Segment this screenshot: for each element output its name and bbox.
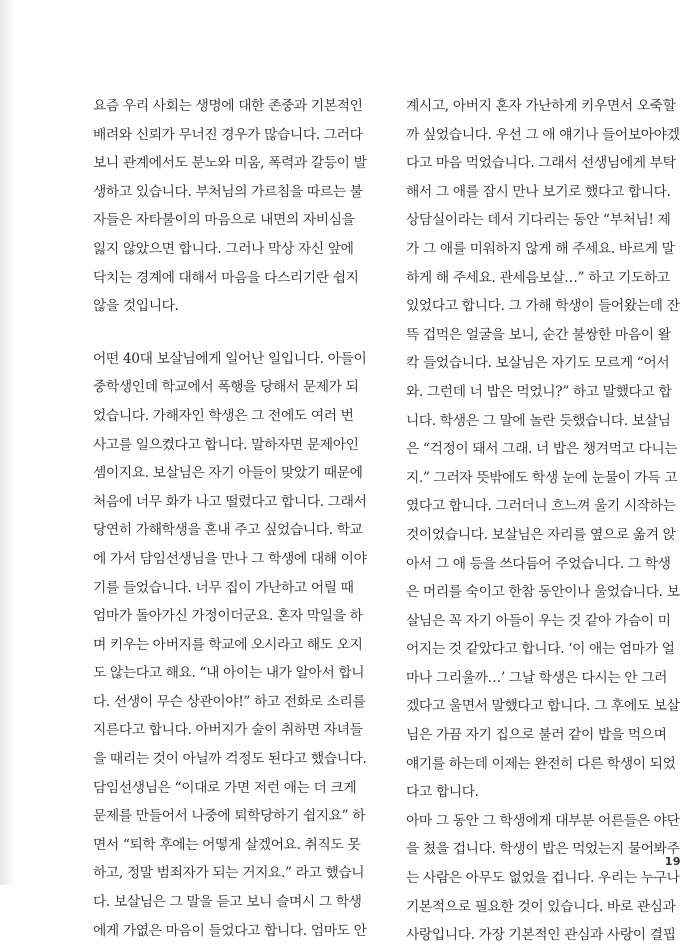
text-line: 해서 그 애를 잠시 만나 보기로 했다고 합니다. — [406, 183, 671, 200]
text-line: 어지는 것 같았다고 합니다. ‘이 애는 엄마가 얼 — [406, 641, 675, 658]
text-line: 도 않는다고 해요. “내 아이는 내가 알아서 합니 — [93, 665, 365, 682]
text-line: 을 쳤을 겁니다. 학생이 밥은 먹었는지 물어봐주 — [406, 841, 680, 858]
text-line: 살님은 꼭 자기 아들이 우는 것 같아 가슴이 미 — [406, 612, 671, 629]
text-line: 사고를 일으켰다고 합니다. 말하자면 문제아인 — [93, 436, 359, 453]
text-line: 와. 그런데 너 밥은 먹었니?” 하고 말했다고 합 — [406, 383, 672, 400]
text-line: 에게 가엾은 마음이 들었다고 합니다. 엄마도 안 — [93, 922, 367, 939]
text-line: 하게 해 주세요. 관세음보살…” 하고 기도하고 — [406, 269, 670, 286]
text-line: 얘기를 하는데 이제는 완전히 다른 학생이 되었 — [406, 755, 676, 772]
text-line: 담임선생님은 “이대로 가면 저런 애는 더 크게 — [93, 779, 357, 796]
text-line: 보니 관계에서도 분노와 미움, 폭력과 갈등이 발 — [93, 155, 367, 172]
text-line: 셈이지요. 보살님은 자기 아들이 맞았기 때문에 — [93, 465, 363, 482]
text-line: 생하고 있습니다. 부처님의 가르침을 따르는 불 — [93, 183, 363, 200]
left-paragraph-2 — [93, 345, 369, 945]
text-line: 닥치는 경계에 대해서 마음을 다스리기란 쉽지 — [93, 269, 359, 286]
text-line: 계시고, 아버지 혼자 가난하게 키우면서 오죽할 — [406, 98, 676, 114]
text-line: 않을 것입니다. — [93, 298, 179, 315]
text-line: 하고, 정말 범죄자가 되는 거지요.” 라고 했습니 — [93, 865, 365, 882]
text-line: 는 사람은 아무도 없었을 겁니다. 우리는 누구나 — [406, 870, 680, 887]
text-line: 은 머리를 숙이고 한참 동안이나 울었습니다. 보 — [406, 584, 680, 601]
text-line: 아마 그 동안 그 학생에게 대부분 어른들은 야단 — [406, 812, 680, 829]
text-line: 문제를 만들어서 나중에 퇴학당하기 쉽지요” 하 — [93, 808, 366, 825]
paragraph-gap — [93, 321, 369, 345]
left-paragraph-1 — [93, 92, 369, 321]
text-line: 면서 “퇴학 후에는 어떻게 살겠어요. 취직도 못 — [93, 836, 361, 853]
text-line: 였다고 합니다. 그러더니 흐느껴 울기 시작하는 — [406, 498, 676, 515]
text-line: 지른다고 합니다. 아버지가 술이 취하면 자녀들 — [93, 722, 363, 739]
text-line: 자들은 자타불이의 마음으로 내면의 자비심을 — [93, 212, 355, 229]
text-line: 엄마가 돌아가신 가정이더군요. 혼자 막일을 하 — [93, 608, 363, 625]
text-line: 기를 들었습니다. 너무 집이 가난하고 어릴 때 — [93, 579, 354, 596]
text-line: 며 키우는 아버지를 학교에 오시라고 해도 오지 — [93, 636, 363, 653]
text-line: 것이었습니다. 보살님은 자리를 옆으로 옮겨 앉 — [406, 526, 676, 543]
right-paragraph-1 — [406, 92, 684, 807]
text-line: 다고 마음 먹었습니다. 그래서 선생님에게 부탁 — [406, 155, 676, 172]
text-line: 님은 가끔 자기 집으로 불러 같이 밥을 먹으며 — [406, 727, 667, 744]
text-line: 니다. 학생은 그 말에 놀란 듯했습니다. 보살님 — [406, 412, 671, 429]
text-line: 요즘 우리 사회는 생명에 대한 존중과 기본적인 — [93, 98, 363, 114]
text-line: 었습니다. 가해자인 학생은 그 전에도 여러 번 — [93, 407, 354, 424]
text-line: 가 그 애를 미워하지 않게 해 주세요. 바르게 말 — [406, 240, 675, 257]
text-line: 은 “걱정이 돼서 그래. 너 밥은 챙겨먹고 다니는 — [406, 441, 678, 458]
text-line: 에 가서 담임선생님을 만나 그 학생에 대해 이야 — [93, 550, 367, 567]
page-binding-edge — [0, 0, 16, 885]
right-column — [406, 92, 684, 950]
text-line: 사랑입니다. 가장 기본적인 관심과 사랑이 결핍 — [406, 927, 676, 944]
text-line: 까 싶었습니다. 우선 그 애 얘기나 들어보아야겠 — [406, 126, 680, 143]
text-line: 다. 보살님은 그 말을 듣고 보니 슬며시 그 학생 — [93, 894, 362, 911]
text-line: 어떤 40대 보살님에게 일어난 일입니다. 아들이 — [93, 350, 367, 367]
text-line: 지.” 그러자 뜻밖에도 학생 눈에 눈물이 가득 고 — [406, 469, 678, 486]
text-line: 아서 그 애 등을 쓰다듬어 주었습니다. 그 학생 — [406, 555, 671, 572]
text-line: 기본적으로 필요한 것이 있습니다. 바로 관심과 — [406, 898, 676, 915]
text-line: 뜩 겁먹은 얼굴을 보니, 순간 불쌍한 마음이 왈 — [406, 326, 671, 343]
page-number: 19 — [664, 855, 681, 868]
text-line: 당연히 가해학생을 혼내 주고 싶었습니다. 학교 — [93, 522, 363, 539]
text-line: 을 때리는 것이 아닐까 걱정도 된다고 했습니다. — [93, 751, 367, 768]
text-line: 중학생인데 학교에서 폭행을 당해서 문제가 되 — [93, 379, 359, 396]
right-paragraph-2 — [406, 807, 684, 950]
text-line: 다. 선생이 무슨 상관이야!” 하고 전화로 소리를 — [93, 693, 366, 710]
text-line: 다고 합니다. — [406, 784, 479, 801]
text-line: 배려와 신뢰가 무너진 경우가 많습니다. 그러다 — [93, 126, 363, 143]
text-line: 상담실이라는 데서 기다리는 동안 “부처님! 제 — [406, 212, 671, 229]
text-line: 마나 그리울까…’ 그날 학생은 다시는 안 그러 — [406, 669, 668, 686]
text-line: 있었다고 합니다. 그 가해 학생이 들어왔는데 잔 — [406, 298, 680, 315]
text-line: 잃지 않았으면 합니다. 그러나 막상 자신 앞에 — [93, 240, 354, 257]
text-line: 처음에 너무 화가 나고 떨렸다고 합니다. 그래서 — [93, 493, 367, 510]
text-line: 칵 들었습니다. 보살님은 자기도 모르게 “어서 — [406, 355, 670, 372]
left-column — [93, 92, 369, 945]
text-line: 겠다고 울면서 말했다고 합니다. 그 후에도 보살 — [406, 698, 680, 715]
